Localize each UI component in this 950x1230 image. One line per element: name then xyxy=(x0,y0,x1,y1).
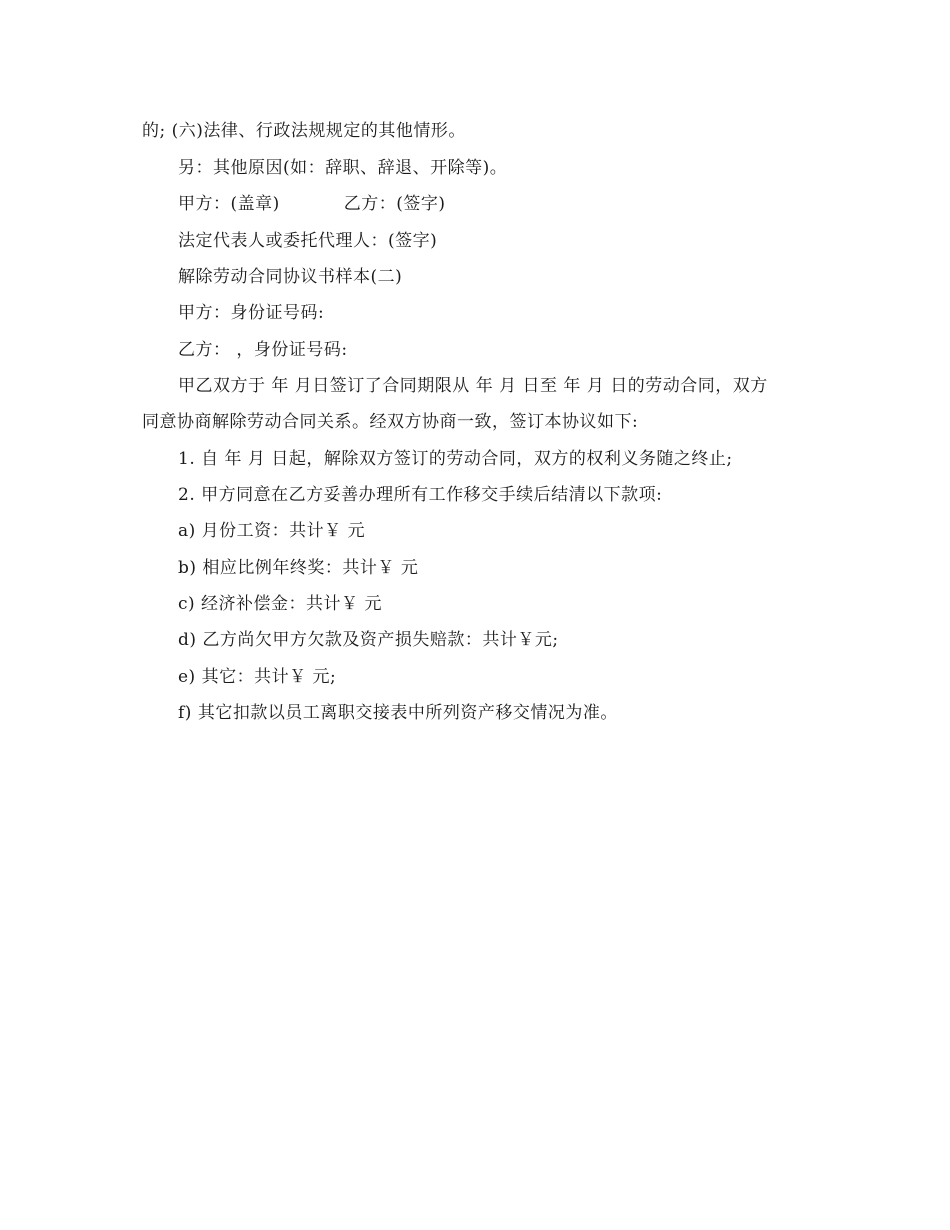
list-item: f) 其它扣款以员工离职交接表中所列资产移交情况为准。 xyxy=(178,703,618,723)
list-item: 2. 甲方同意在乙方妥善办理所有工作移交手续后结清以下款项: xyxy=(178,485,663,505)
list-item: e) 其它：共计￥ 元; xyxy=(178,667,337,687)
list-item: b) 相应比例年终奖：共计￥ 元 xyxy=(178,558,419,578)
paragraph-line: 甲方：身份证号码: xyxy=(178,303,325,323)
paragraph-line: 法定代表人或委托代理人：(签字) xyxy=(178,231,438,251)
paragraph-line: 甲乙双方于 年 月日签订了合同期限从 年 月 日至 年 月 日的劳动合同，双方 xyxy=(178,376,768,396)
list-item: c) 经济补偿金：共计￥ 元 xyxy=(178,594,382,614)
party-b-signature-label: 乙方：(签字) xyxy=(343,194,446,214)
list-item: 1. 自 年 月 日起，解除双方签订的劳动合同，双方的权利义务随之终止; xyxy=(178,449,733,469)
paragraph-line: 的; (六)法律、行政法规规定的其他情形。 xyxy=(142,121,466,141)
list-item: a) 月份工资：共计￥ 元 xyxy=(178,521,366,541)
paragraph-line: 另：其他原因(如：辞职、辞退、开除等)。 xyxy=(178,158,508,178)
party-a-signature-label: 甲方：(盖章) xyxy=(178,194,280,214)
list-item: d) 乙方尚欠甲方欠款及资产损失赔款：共计￥元; xyxy=(178,630,559,650)
paragraph-line: 同意协商解除劳动合同关系。经双方协商一致，签订本协议如下: xyxy=(142,412,639,432)
section-title: 解除劳动合同协议书样本(二) xyxy=(178,267,403,287)
signature-line xyxy=(178,193,446,215)
paragraph-line: 乙方： ，身份证号码: xyxy=(178,340,348,360)
